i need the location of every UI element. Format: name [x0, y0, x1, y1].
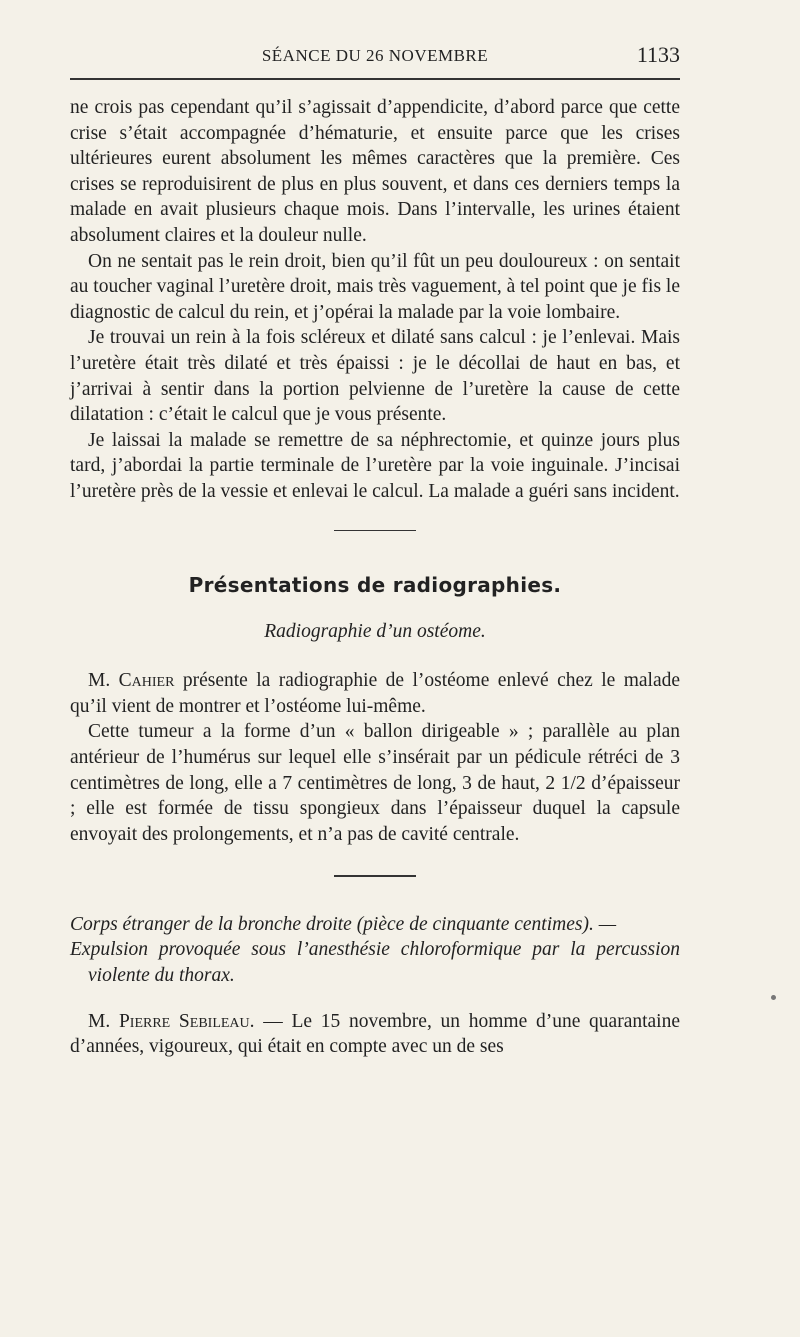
running-title: SÉANCE DU 26 NOVEMBRE	[261, 46, 489, 65]
cahier-prefix: M.	[88, 670, 111, 692]
paragraph: Cette tumeur a la forme d’un « ballon dirigeable » ; parallèle au plan antérieur de l’humérus sur lequel elle s’insérait par un pédicule rétréci de 3 centimètres de long, elle a 7 centimètres de long, 3 de haut, 2 1/2 d’épaisseur ; elle est formée de tissu spongieux dans l’épaisseur duquel la capsule envoyait des prolongements, et n’a pas de cavité centrale.	[70, 721, 680, 845]
case-title	[70, 912, 680, 989]
section-title: Présentations de radiographies.	[188, 573, 562, 597]
section-separator	[334, 875, 416, 877]
paragraph: On ne sentait pas le rein droit, bien qu’il fût un peu douloureux : on sentait au toucher vaginal l’uretère droit, mais très vaguement, à tel point que je fis le diagnostic de calcul du rein, et j’opérai la malade par la voie lombaire.	[70, 250, 680, 323]
section-subtitle: Radiographie d’un ostéome.	[264, 620, 486, 642]
header-rule	[70, 78, 680, 80]
cahier-text: présente la radiographie de l’ostéome enlevé chez le malade qu’il vient de montrer et l’ostéome lui-même.	[70, 670, 681, 717]
sebileau-text: — Le 15 novembre, un homme d’une quarantaine d’années, vigoureux, qui était en compte avec un de ses	[70, 1010, 681, 1058]
case-title-line: Corps étranger de la bronche droite (pièce de cinquante centimes). —	[70, 913, 617, 935]
section-separator	[334, 530, 416, 532]
paragraph: ne crois pas cependant qu’il s’agissait d’appendicite, d’abord parce que cette crise s’était accompagnée d’hématurie, et ensuite parce que les crises ultérieures eurent absolument les mêmes caractères que la première. Ces crises se reproduisirent de plus en plus souvent, et dans ces derniers temps la malade en avait plusieurs chaque mois. Dans l’intervalle, les urines étaient absolument claires et la douleur nulle.	[70, 97, 680, 246]
body-text	[70, 95, 680, 1060]
paragraph: Je laissai la malade se remettre de sa néphrectomie, et quinze jours plus tard, j’abordai la partie terminale de l’uretère par la voie inguinale. J’incisai l’uretère près de la vessie et enlevai le calcul. La malade a guéri sans incident.	[70, 429, 680, 502]
cahier-paragraph	[70, 668, 680, 719]
print-speck	[771, 995, 776, 1000]
sebileau-paragraph	[70, 1009, 680, 1060]
author-name: Pierre Sebileau.	[118, 1010, 255, 1032]
page-number: 1133	[636, 42, 680, 67]
running-head	[70, 40, 680, 70]
case-subtitle: Expulsion provoquée sous l’anesthésie chloroformique par la percussion violente du thorax.	[70, 939, 680, 987]
paragraph: Je trouvai un rein à la fois scléreux et dilaté sans calcul : je l’enlevai. Mais l’uretère était très dilaté et très épaissi : je le décollai de haut en bas, et j’arrivai à sentir dans la portion pelvienne de l’uretère la cause de cette dilatation : c’était le calcul que je vous présente.	[70, 327, 680, 426]
sebileau-prefix: M.	[88, 1010, 111, 1032]
author-name: Cahier	[118, 670, 175, 692]
